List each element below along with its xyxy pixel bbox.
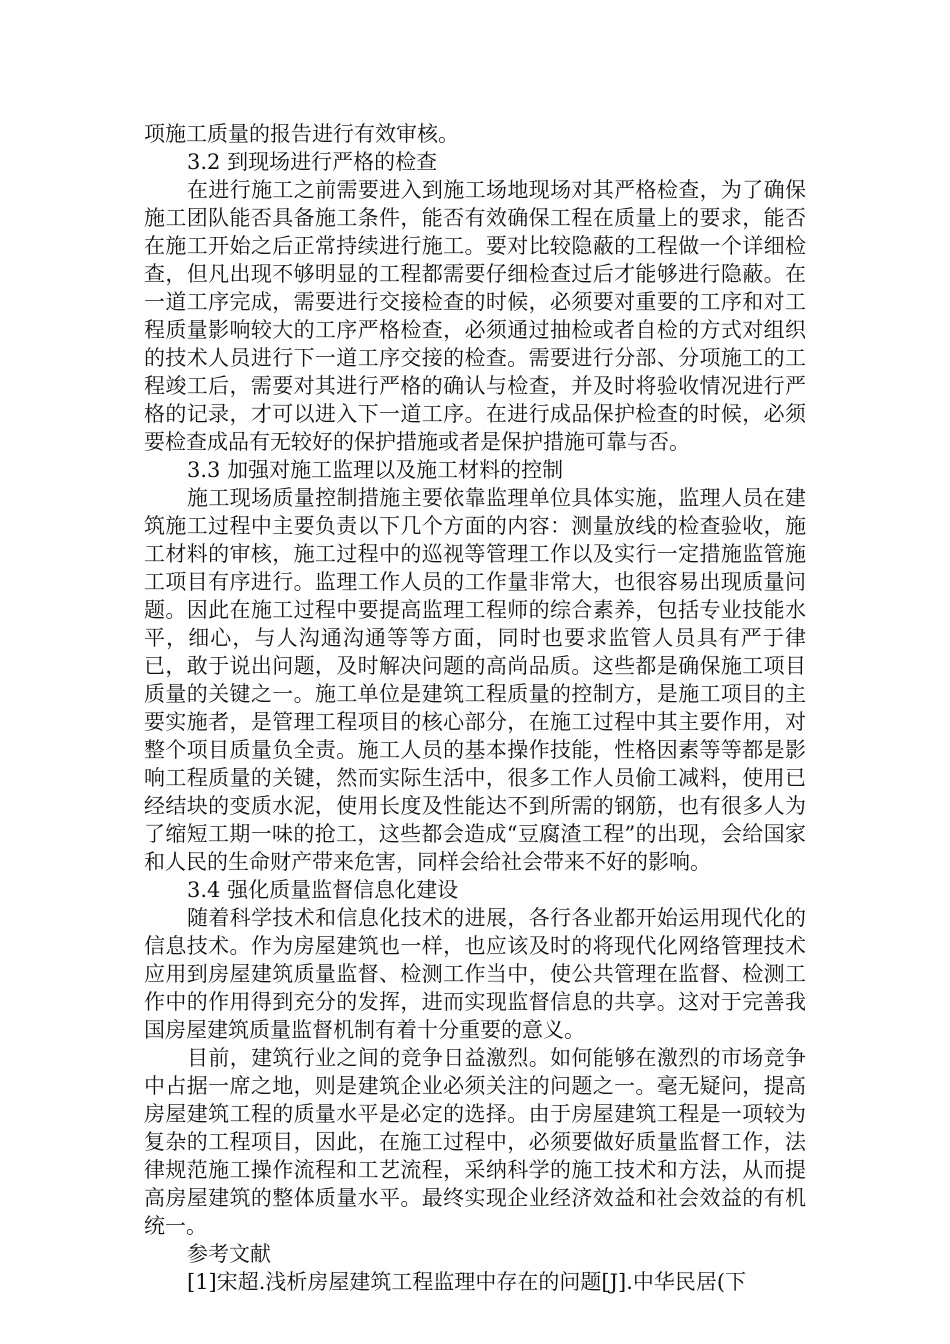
section-heading-3-4: 3.4 强化质量监督信息化建设: [187, 878, 459, 902]
section-heading-3-2: 3.2 到现场进行严格的检查: [187, 150, 438, 174]
body-paragraph: 随着科学技术和信息化技术的进展，各行各业都开始运用现代化的信息技术。作为房屋建筑也一样，也应该及时的将现代化网络管理技术应用到房屋建筑质量监督、检测工作当中，使公共管理在监督、检测工作中的作用得到充分的发挥，进而实现监督信息的共享。这对于完善我国房屋建筑质量监督机制有着十分重要的意义。: [144, 906, 806, 1042]
document-body: [144, 120, 806, 1296]
references-heading: 参考文献: [187, 1242, 271, 1266]
conclusion-paragraph: 目前，建筑行业之间的竞争日益激烈。如何能够在激烈的市场竞争中占据一席之地，则是建筑企业必须关注的问题之一。毫无疑问，提高房屋建筑工程的质量水平是必定的选择。由于房屋建筑工程是一项较为复杂的工程项目，因此，在施工过程中，必须要做好质量监督工作，法律规范施工操作流程和工艺流程，采纳科学的施工技术和方法，从而提高房屋建筑的整体质量水平。最终实现企业经济效益和社会效益的有机统一。: [144, 1046, 806, 1238]
body-paragraph: 在进行施工之前需要进入到施工场地现场对其严格检查，为了确保施工团队能否具备施工条件，能否有效确保工程在质量上的要求，能否在施工开始之后正常持续进行施工。要对比较隐蔽的工程做一个详细检查，但凡出现不够明显的工程都需要仔细检查过后才能够进行隐蔽。在一道工序完成，需要进行交接检查的时候，必须要对重要的工序和对工程质量影响较大的工序严格检查，必须通过抽检或者自检的方式对组织的技术人员进行下一道工序交接的检查。需要进行分部、分项施工的工程竣工后，需要对其进行严格的确认与检查，并及时将验收情况进行严格的记录，才可以进入下一道工序。在进行成品保护检查的时候，必须要检查成品有无较好的保护措施或者是保护措施可靠与否。: [144, 178, 806, 454]
continuation-paragraph: 项施工质量的报告进行有效审核。: [144, 122, 459, 146]
body-paragraph: 施工现场质量控制措施主要依靠监理单位具体实施，监理人员在建筑施工过程中主要负责以下几个方面的内容：测量放线的检查验收，施工材料的审核，施工过程中的巡视等管理工作以及实行一定措施监管施工项目有序进行。监理工作人员的工作量非常大，也很容易出现质量问题。因此在施工过程中要提高监理工程师的综合素养，包括专业技能水平，细心，与人沟通沟通等等方面，同时也要求监管人员具有严于律已，敢于说出问题，及时解决问题的高尚品质。这些都是确保施工项目质量的关键之一。施工单位是建筑工程质量的控制方，是施工项目的主要实施者，是管理工程项目的核心部分，在施工过程中其主要作用，对整个项目质量负全责。施工人员的基本操作技能，性格因素等等都是影响工程质量的关键，然而实际生活中，很多工作人员偷工减料，使用已经结块的变质水泥，使用长度及性能达不到所需的钢筋，也有很多人为了缩短工期一味的抢工，这些都会造成“豆腐渣工程”的出现，会给国家和人民的生命财产带来危害，同样会给社会带来不好的影响。: [144, 486, 806, 874]
reference-item: [1]宋超.浅析房屋建筑工程监理中存在的问题[J].中华民居(下: [187, 1270, 747, 1294]
section-heading-3-3: 3.3 加强对施工监理以及施工材料的控制: [187, 458, 564, 482]
